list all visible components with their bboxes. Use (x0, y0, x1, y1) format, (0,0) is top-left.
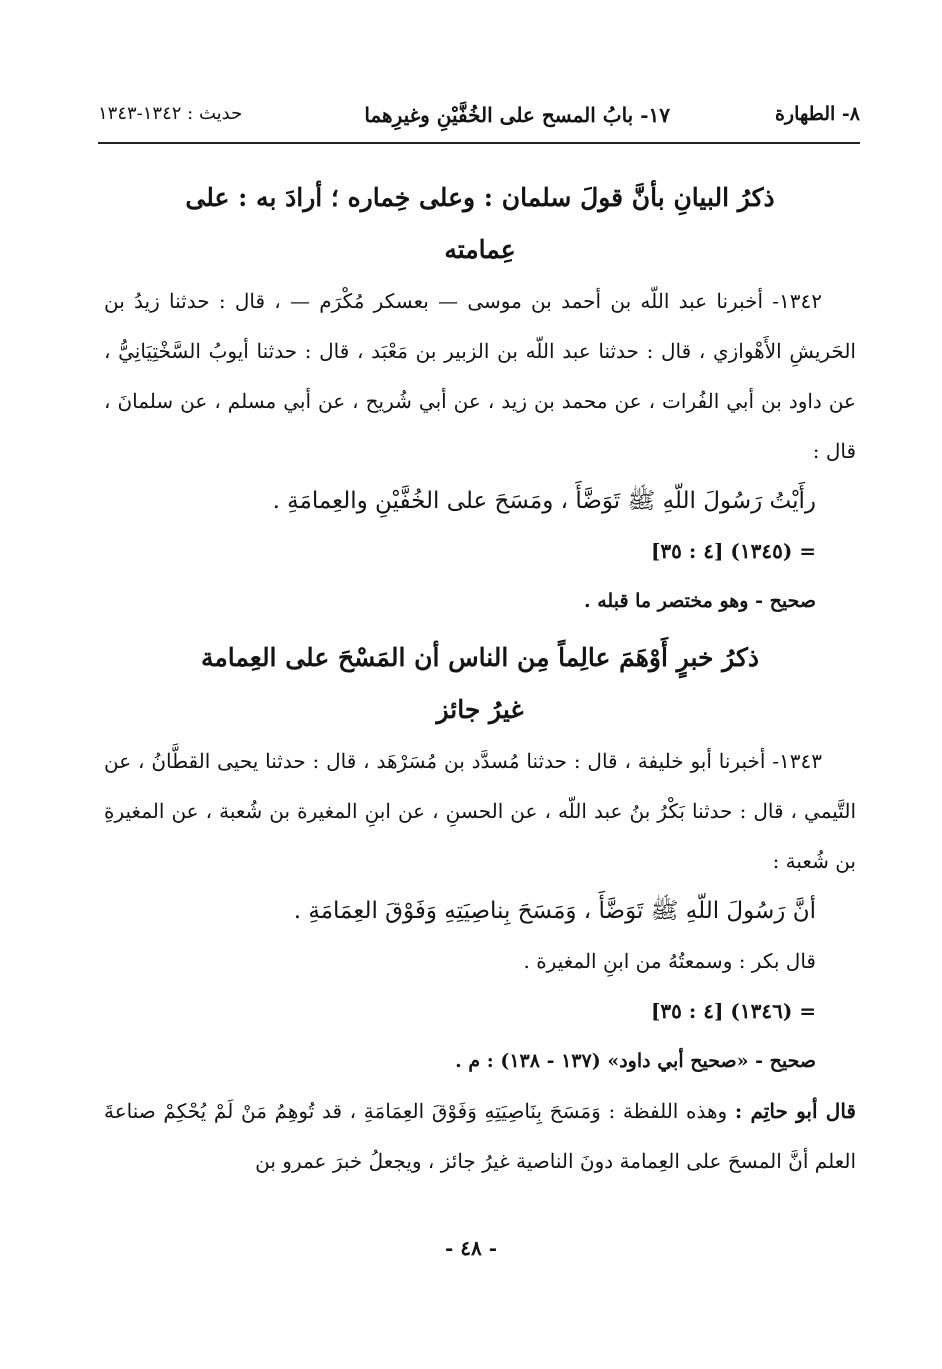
section-title-2-line1: ذكرُ خبرٍ أَوْهَمَ عالِماً مِن الناس أن المَسْحَ على العِمامة (201, 643, 759, 672)
closing-paragraph (104, 1086, 856, 1186)
hadith-1343-note: قال بكر : وسمعتُهُ من ابنِ المغيرة . (523, 949, 816, 973)
hadith-1343-isnad: ١٣٤٣- أخبرنا أبو خليفة ، قال : حدثنا مُسدَّد بن مُسَرْهَد ، قال : حدثنا يحيى القطَّانُ ، عن التَّيمي ، قال : حدثنا بَكْرُ بنُ عبد اللّه ، عن الحسنِ ، عن ابنِ المغيرة بن شُعبة ، عن المغيرةِ بن شُعبة : (104, 749, 856, 873)
section-title-1-line1: ذكرُ البيانِ بأنَّ قولَ سلمان : وعلى خِماره ؛ أرادَ به : على (185, 183, 775, 212)
hadith-1343-grade: صحيح - «صحيح أبي داود» (١٣٧ - ١٣٨) : م . (455, 1050, 816, 1072)
header-hadith-range: حديث : ١٣٤٢-١٣٤٣ (98, 103, 243, 124)
page-content (104, 172, 856, 1186)
running-header (98, 95, 860, 137)
closing-lead: قال أبو حاتِم : (734, 1099, 856, 1123)
page-number: - ٤٨ - (444, 1236, 497, 1260)
hadith-1342-isnad: ١٣٤٢- أخبرنا عبد اللّه بن أحمد بن موسى — بعسكر مُكْرَم — ، قال : حدثنا زيدُ بن الحَريشِ الأَهْوازي ، قال : حدثنا عبد اللّه بن الزبير بن مَعْبَد ، قال : حدثنا أيوبُ السَّخْتِيَانِيُّ ، عن داود بن أبي الفُرات ، عن محمد بن زيد ، عن أبي شُريح ، عن أبي مسلم ، عن سلمانَ ، قال : (104, 289, 856, 463)
section-title-1-line2: عِمامته (444, 235, 516, 264)
hadith-1343-ref: = (١٣٤٦) [٤ : ٣٥] (650, 999, 816, 1023)
section-title-2 (104, 632, 856, 736)
hadith-1343-matn: أنَّ رَسُولَ اللّهِ ﷺ تَوَضَّأَ ، وَمَسَحَ بِناصِيَتِهِ وَفَوْقَ العِمَامَةِ . (293, 898, 816, 924)
hadith-1342-grade: صحيح - وهو مختصر ما قبله . (584, 590, 816, 612)
section-title-1 (104, 172, 856, 276)
header-rule (98, 142, 860, 144)
section-title-2-line2: غيرُ جائز (436, 695, 524, 724)
hadith-1342-matn: رأَيْتُ رَسُولَ اللّهِ ﷺ تَوَضَّأَ ، ومَسَحَ على الخُفَّيْنِ والعِمامَةِ . (272, 488, 816, 514)
hadith-1342-ref: = (١٣٤٥) [٤ : ٣٥] (650, 539, 816, 563)
header-chapter: ٨- الطهارة (774, 103, 860, 125)
header-bab: ١٧- بابُ المسح على الخُفَّيْنِ وغيرِهما (364, 103, 670, 127)
closing-text: وهذه اللفظة : وَمَسَحَ بِنَاصِيَتِهِ وَفَوْقَ العِمَامَةِ ، قد تُوهِمُ مَنْ لَمْ يُحْكِمْ صناعةَ العلم أنَّ المسحَ على العِمامة دونَ الناصية غيرُ جائز ، ويجعلُ خبرَ عمرو بن (104, 1099, 856, 1173)
